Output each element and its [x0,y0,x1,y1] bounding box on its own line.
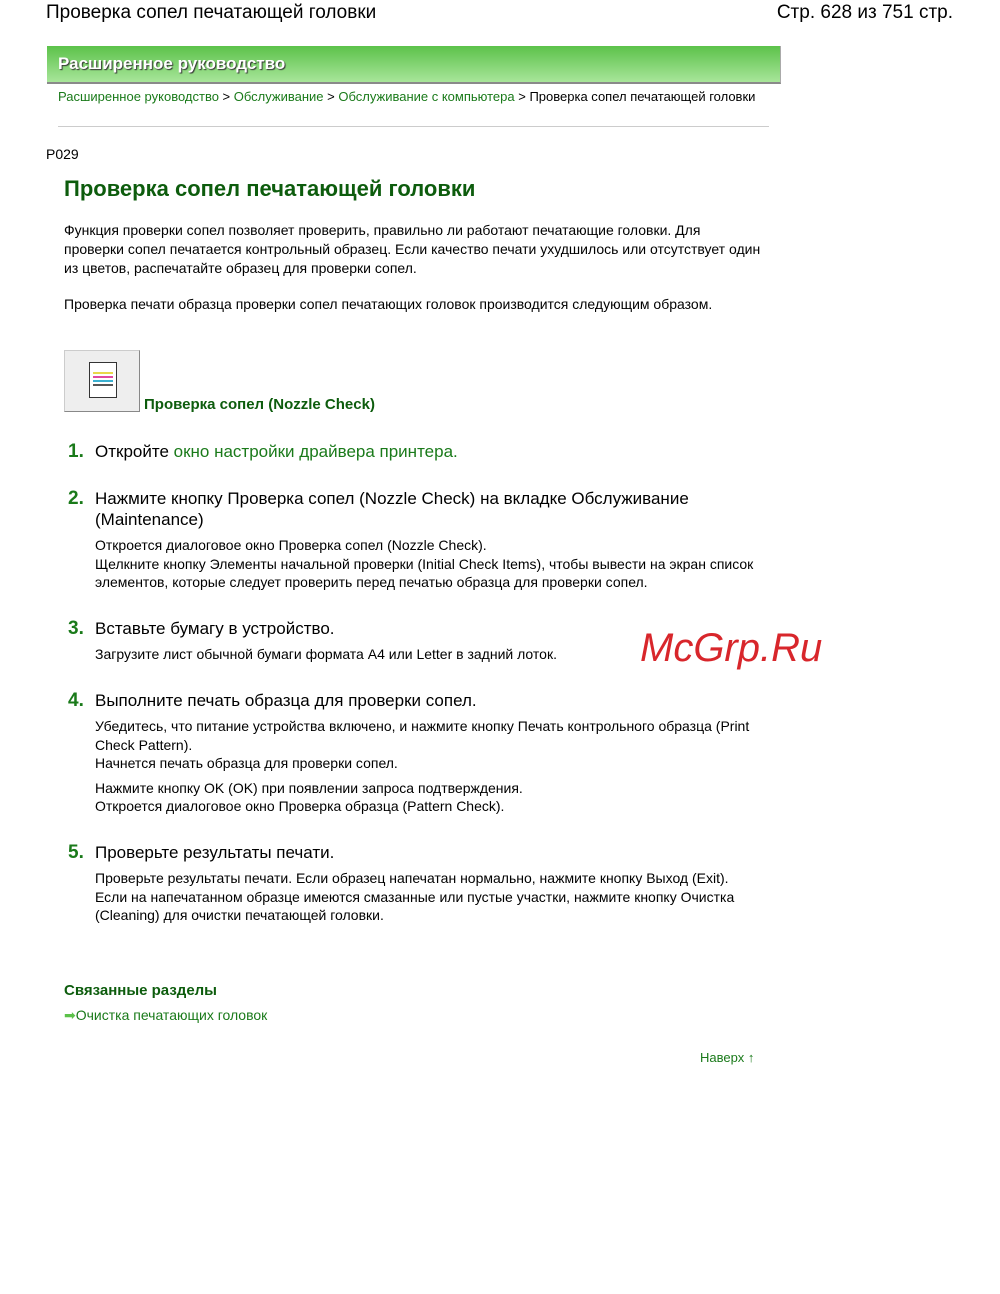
divider [58,126,769,127]
breadcrumb-sep: > [218,89,234,104]
related-link[interactable] [64,1007,267,1024]
page-code: P029 [46,146,79,162]
breadcrumb-link[interactable]: Расширенное руководство [58,89,219,104]
document-icon [89,362,117,398]
nozzle-check-label: Проверка сопел (Nozzle Check) [144,396,375,413]
related-heading: Связанные разделы [64,982,217,999]
step-number: 4. [68,690,84,711]
step-desc: Загрузите лист обычной бумаги формата A4 или Letter в задний лоток. [95,646,557,662]
step-4 [68,690,758,822]
back-to-top-text[interactable]: Наверх [700,1050,745,1065]
page-title: Проверка сопел печатающей головки [64,176,476,201]
step-number: 2. [68,488,84,509]
step-5 [68,842,758,931]
step-desc: Откроется диалоговое окно Проверка сопел (Nozzle Check). Щелкните кнопку Элементы начальной проверки (Initial Check Items), чтобы вывести на экран список элементов, которые следует проверить перед печатью образца для проверки сопел. [95,537,754,590]
step-number: 3. [68,618,84,639]
step-title: Выполните печать образца для проверки сопел. [95,691,477,710]
arrow-right-icon: ➡ [64,1007,76,1023]
step-3 [68,618,628,670]
page-counter: Стр. 628 из 751 стр. [776,2,953,23]
intro-paragraph: Функция проверки сопел позволяет проверить, правильно ли работают печатающие головки. Для проверки сопел печатается контрольный образец. Если качество печати ухудшилось или отсутствует один из цветов, распечатайте образец для проверки сопел. [64,222,761,276]
step-number: 1. [68,441,84,462]
breadcrumb-link[interactable]: Обслуживание [233,89,324,104]
breadcrumb-sep: > [514,89,530,104]
back-to-top-link[interactable] [700,1050,754,1065]
step-title: Вставьте бумагу в устройство. [95,619,335,638]
step-title: Откройте [95,442,174,461]
breadcrumb-sep: > [323,89,339,104]
step-title: Проверьте результаты печати. [95,843,335,862]
breadcrumb-current: Проверка сопел печатающей головки [529,89,756,104]
driver-settings-link[interactable]: окно настройки драйвера принтера. [173,442,458,461]
arrow-up-icon: ↑ [747,1050,755,1065]
step-desc: Убедитесь, что питание устройства включено, и нажмите кнопку Печать контрольного образца (Print Check Pattern). Начнется печать образца для проверки сопел. [95,718,750,771]
step-2 [68,488,758,598]
related-link-text[interactable]: Очистка печатающих головок [75,1007,268,1023]
step-desc: Проверьте результаты печати. Если образец напечатан нормально, нажмите кнопку Выход (Exit). Если на напечатанном образце имеются смазанные или пустые участки, нажмите кнопку Очистка (Cleaning) для очистки печатающей головки. [95,870,735,923]
intro [64,221,764,331]
breadcrumb-link[interactable]: Обслуживание с компьютера [338,89,515,104]
header-title: Проверка сопел печатающей головки [46,2,377,23]
intro-paragraph: Проверка печати образца проверки сопел печатающих головок производится следующим образом. [64,296,713,312]
banner [47,46,781,84]
step-desc: Нажмите кнопку OK (OK) при появлении запроса подтверждения. Откроется диалоговое окно Проверка образца (Pattern Check). [95,779,523,814]
step-1 [68,441,758,462]
breadcrumb [58,88,758,105]
step-title: Нажмите кнопку Проверка сопел (Nozzle Check) на вкладке Обслуживание (Maintenance) [95,489,689,529]
nozzle-check-button-image [64,350,140,412]
watermark: McGrp.Ru [640,626,823,670]
banner-title: Расширенное руководство [58,54,286,73]
step-number: 5. [68,842,84,863]
